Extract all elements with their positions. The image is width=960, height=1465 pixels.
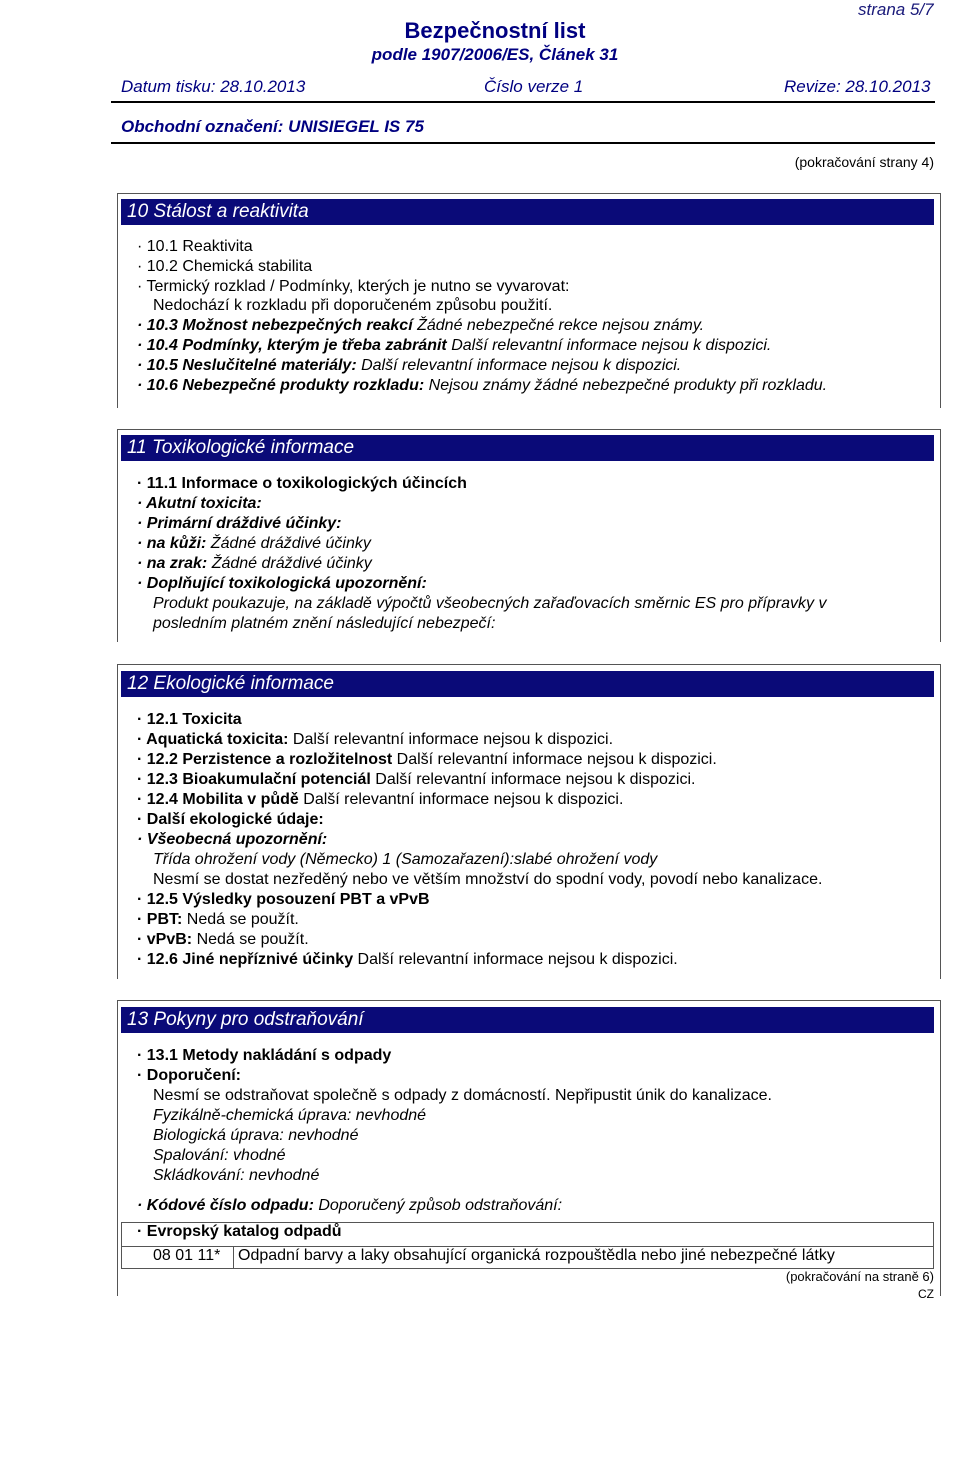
s12-line: · vPvB: Nedá se použít. bbox=[137, 931, 309, 948]
s11-line: · na zrak: Žádné dráždivé účinky bbox=[137, 555, 372, 572]
s10-line: · 10.2 Chemická stabilita bbox=[137, 258, 313, 275]
s10-line: · 10.5 Neslučitelné materiály: Další relevantní informace nejsou k dispozici. bbox=[137, 357, 682, 374]
s12-line: · Všeobecná upozornění: bbox=[137, 831, 328, 848]
page-number: strana 5/7 bbox=[858, 0, 934, 19]
s10-line: · 10.3 Možnost nebezpečných reakcí Žádné nebezpečné rekce nejsou známy. bbox=[137, 317, 705, 334]
s13-line: Fyzikálně-chemická úprava: nevhodné bbox=[153, 1107, 427, 1124]
revision-date: Revize: 28.10.2013 bbox=[784, 77, 931, 96]
s11-line: · Primární dráždivé účinky: bbox=[137, 515, 342, 532]
s13-line: · Kódové číslo odpadu: Doporučený způsob odstraňování: bbox=[137, 1197, 563, 1214]
s12-line: · 12.4 Mobilita v půdě Další relevantní informace nejsou k dispozici. bbox=[137, 791, 624, 808]
s11-line: · na kůži: Žádné dráždivé účinky bbox=[137, 535, 371, 552]
section-12-title: 12 Ekologické informace bbox=[121, 671, 934, 697]
s12-line: · 12.3 Bioakumulační potenciál Další relevantní informace nejsou k dispozici. bbox=[137, 771, 696, 788]
s13-line: Skládkování: nevhodné bbox=[153, 1167, 320, 1184]
document-subtitle: podle 1907/2006/ES, Článek 31 bbox=[371, 45, 619, 64]
continued-to: (pokračování na straně 6) bbox=[785, 1269, 934, 1284]
waste-description: Odpadní barvy a laky obsahující organická rozpouštědla nebo jiné nebezpečné látky bbox=[238, 1247, 835, 1264]
s13-line: · 13.1 Metody nakládání s odpady bbox=[137, 1047, 392, 1064]
print-date: Datum tisku: 28.10.2013 bbox=[121, 77, 306, 96]
document-title: Bezpečnostní list bbox=[404, 18, 586, 43]
s10-line: · 10.4 Podmínky, kterým je třeba zabránit Další relevantní informace nejsou k dispozici. bbox=[137, 337, 772, 354]
s12-line: · Aquatická toxicita: Další relevantní informace nejsou k dispozici. bbox=[137, 731, 614, 748]
s13-line: Biologická úprava: nevhodné bbox=[153, 1127, 359, 1144]
trade-name: Obchodní označení: UNISIEGEL IS 75 bbox=[121, 117, 424, 136]
section-11-title: 11 Toxikologické informace bbox=[121, 435, 934, 461]
s13-line: Nesmí se odstraňovat společně s odpady z domácností. Nepřipustit únik do kanalizace. bbox=[153, 1087, 772, 1104]
section-10-title: 10 Stálost a reaktivita bbox=[121, 199, 934, 225]
s10-line: · 10.6 Nebezpečné produkty rozkladu: Nejsou známy žádné nebezpečné produkty při rozkladu. bbox=[137, 377, 828, 394]
s12-line: Třída ohrožení vody (Německo) 1 (Samozařazení):slabé ohrožení vody bbox=[153, 851, 658, 868]
s10-line: · 10.1 Reaktivita bbox=[137, 238, 253, 255]
s12-line: Nesmí se dostat nezředěný nebo ve větším množství do spodní vody, povodí nebo kanalizace. bbox=[153, 871, 823, 888]
s13-line: · Doporučení: bbox=[137, 1067, 241, 1084]
header-divider-2 bbox=[111, 142, 935, 144]
section-13-title: 13 Pokyny pro odstraňování bbox=[121, 1007, 934, 1033]
s12-line: · 12.1 Toxicita bbox=[137, 711, 242, 728]
continued-from: (pokračování strany 4) bbox=[794, 154, 934, 170]
header-divider bbox=[111, 101, 935, 103]
s12-line: · 12.6 Jiné nepříznivé účinky Další relevantní informace nejsou k dispozici. bbox=[137, 951, 678, 968]
version-number: Číslo verze 1 bbox=[484, 77, 584, 96]
waste-catalog-header: · Evropský katalog odpadů bbox=[137, 1223, 342, 1240]
s10-line: · Termický rozklad / Podmínky, kterých je nutno se vyvarovat: bbox=[137, 278, 570, 295]
s11-line: · 11.1 Informace o toxikologických účincích bbox=[137, 475, 467, 492]
s13-line: Spalování: vhodné bbox=[153, 1147, 286, 1164]
s11-line: · Doplňující toxikologická upozornění: bbox=[137, 575, 427, 592]
s12-line: · 12.5 Výsledky posouzení PBT a vPvB bbox=[137, 891, 430, 908]
s10-line: Nedochází k rozkladu při doporučeném způsobu použití. bbox=[153, 297, 553, 314]
s11-line: · Akutní toxicita: bbox=[137, 495, 262, 512]
s12-line: · Další ekologické údaje: bbox=[137, 811, 324, 828]
s12-line: · PBT: Nedá se použít. bbox=[137, 911, 299, 928]
s12-line: · 12.2 Perzistence a rozložitelnost Další relevantní informace nejsou k dispozici. bbox=[137, 751, 717, 768]
s11-line: posledním platném znění následující nebezpečí: bbox=[153, 615, 496, 632]
waste-code: 08 01 11* bbox=[153, 1247, 221, 1264]
language-code: CZ bbox=[918, 1287, 934, 1301]
s11-line: Produkt poukazuje, na základě výpočtů všeobecných zařaďovacích směrnic ES pro přípravky v bbox=[153, 595, 827, 612]
